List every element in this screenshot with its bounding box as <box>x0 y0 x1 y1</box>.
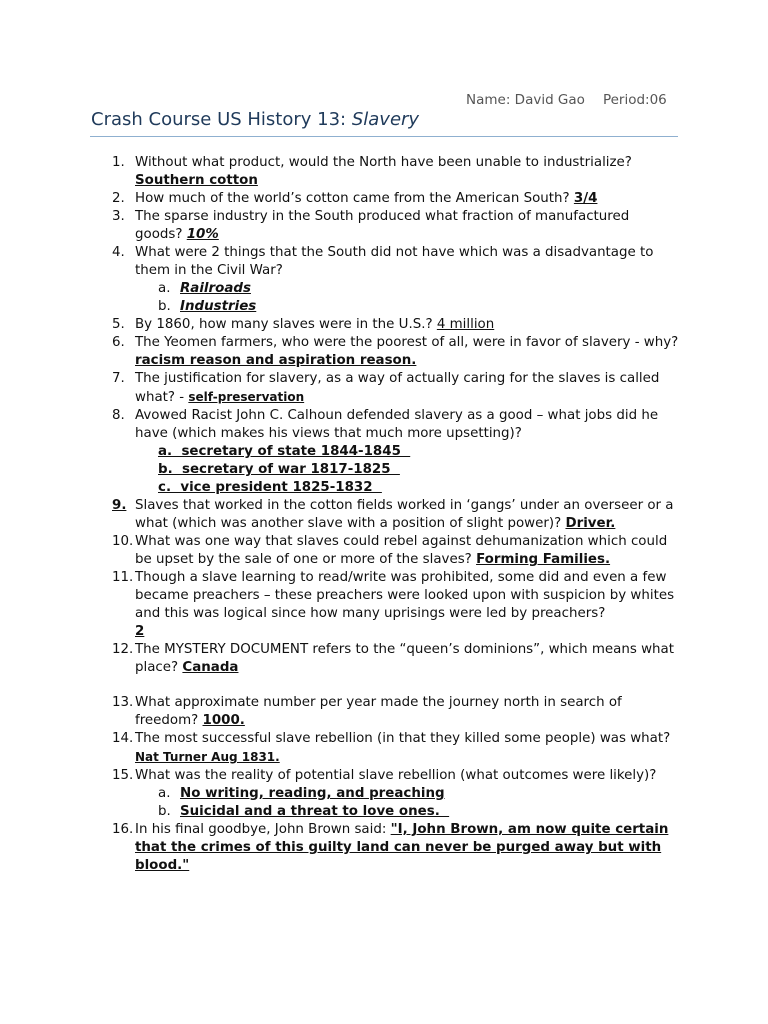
student-period: Period:06 <box>602 92 667 108</box>
answer-letter: a. <box>158 786 171 801</box>
question-text: What were 2 things that the South did not have which was a disadvantage to them in the Civil War? <box>135 245 654 278</box>
question-10 <box>0 533 680 569</box>
title-italic: Slavery <box>351 109 420 130</box>
question-text: The Yeomen farmers, who were the poorest of all, were in favor of slavery - why? <box>135 335 679 350</box>
answer-item <box>0 785 680 803</box>
question-9 <box>0 497 680 533</box>
answer: 3/4 <box>573 191 598 206</box>
question-text: The justification for slavery, as a way of actually caring for the slaves is called what? - <box>135 371 660 405</box>
question-number: 7. <box>112 371 125 386</box>
answer-item: b. secretary of war 1817-1825 <box>158 462 400 477</box>
question-5 <box>0 316 680 334</box>
question-list <box>0 154 768 875</box>
question-number: 9. <box>112 498 127 513</box>
answer: Driver. <box>565 516 616 531</box>
question-number: 1. <box>112 155 125 170</box>
student-info <box>466 92 667 108</box>
answer-letter: b. <box>158 804 171 819</box>
answer: Canada <box>182 660 239 675</box>
title-divider <box>90 136 678 137</box>
question-6 <box>0 334 680 370</box>
question-number: 6. <box>112 335 125 350</box>
question-7 <box>0 370 680 407</box>
question-number: 12. <box>112 642 134 657</box>
question-number: 14. <box>112 731 134 746</box>
question-text: The most successful slave rebellion (in that they killed some people) was what? <box>135 731 671 746</box>
answer-item: a. secretary of state 1844-1845 <box>158 444 411 459</box>
answer: Industries <box>180 299 257 314</box>
answer: Suicidal and a threat to love ones. <box>180 804 450 819</box>
question-number: 10. <box>112 534 134 549</box>
answer: Nat Turner Aug 1831. <box>135 750 280 764</box>
question-text: What was the reality of potential slave rebellion (what outcomes were likely)? <box>135 768 657 783</box>
question-text: In his final goodbye, John Brown said: <box>135 822 387 837</box>
student-name: Name: David Gao <box>466 92 585 108</box>
answer: self-preservation <box>188 390 305 404</box>
title-main: Crash Course US History 13: <box>91 109 352 130</box>
answer: racism reason and aspiration reason. <box>135 353 417 368</box>
question-8 <box>0 407 680 443</box>
question-text: Without what product, would the North have been unable to industrialize? <box>135 155 632 170</box>
question-text: Avowed Racist John C. Calhoun defended slavery as a good – what jobs did he have (which makes his views that much more upsetting)? <box>135 408 659 441</box>
answer: Railroads <box>180 281 251 296</box>
answer-item <box>0 298 680 316</box>
answer-item: c. vice president 1825-1832 <box>158 480 382 495</box>
question-2 <box>0 190 680 208</box>
answer-item <box>0 280 680 298</box>
question-number: 11. <box>112 570 134 585</box>
question-12 <box>0 641 680 677</box>
question-number: 4. <box>112 245 125 260</box>
spacer <box>0 677 768 694</box>
answer: 4 million <box>436 317 495 332</box>
question-text: Though a slave learning to read/write was prohibited, some did and even a few became preachers – these preachers were looked upon with suspicion by whites and this was logical since how many uprisings were led by preachers? <box>135 570 675 621</box>
question-13 <box>0 694 680 730</box>
question-number: 16. <box>112 822 134 837</box>
question-number: 5. <box>112 317 125 332</box>
question-number: 8. <box>112 408 125 423</box>
question-1 <box>0 154 680 190</box>
question-text: What was one way that slaves could rebel against dehumanization which could be upset by the sale of one or more of the slaves? <box>135 534 668 567</box>
question-text: How much of the world’s cotton came from the American South? <box>135 191 570 206</box>
question-number: 2. <box>112 191 125 206</box>
page-title <box>91 109 419 130</box>
question-text: The sparse industry in the South produced what fraction of manufactured goods? <box>135 209 630 242</box>
answer: "I, John Brown, am now quite certain that the crimes of this guilty land can never be purged away but with blood." <box>135 822 669 873</box>
question-number: 13. <box>112 695 134 710</box>
question-number: 3. <box>112 209 125 224</box>
answer: Southern cotton <box>135 173 258 188</box>
question-number: 15. <box>112 768 134 783</box>
answer: Forming Families. <box>476 552 611 567</box>
question-16 <box>0 821 680 875</box>
question-15 <box>0 767 680 785</box>
answer: 10% <box>186 227 219 242</box>
answer-item <box>0 803 680 821</box>
answer: 1000. <box>202 713 245 728</box>
answer: No writing, reading, and preaching <box>180 786 445 801</box>
question-3 <box>0 208 680 244</box>
question-4 <box>0 244 680 280</box>
question-text: The MYSTERY DOCUMENT refers to the “queen’s dominions”, which means what place? <box>135 642 674 675</box>
answer: 2 <box>135 624 145 639</box>
question-14 <box>0 730 680 767</box>
question-11 <box>0 569 680 641</box>
question-text: Slaves that worked in the cotton fields worked in ‘gangs’ under an overseer or a what (which was another slave with a position of slight power)? <box>135 498 674 531</box>
question-text: By 1860, how many slaves were in the U.S.? <box>135 317 433 332</box>
answer-letter: a. <box>158 281 171 296</box>
answer-letter: b. <box>158 299 171 314</box>
question-text: What approximate number per year made the journey north in search of freedom? <box>135 695 622 728</box>
